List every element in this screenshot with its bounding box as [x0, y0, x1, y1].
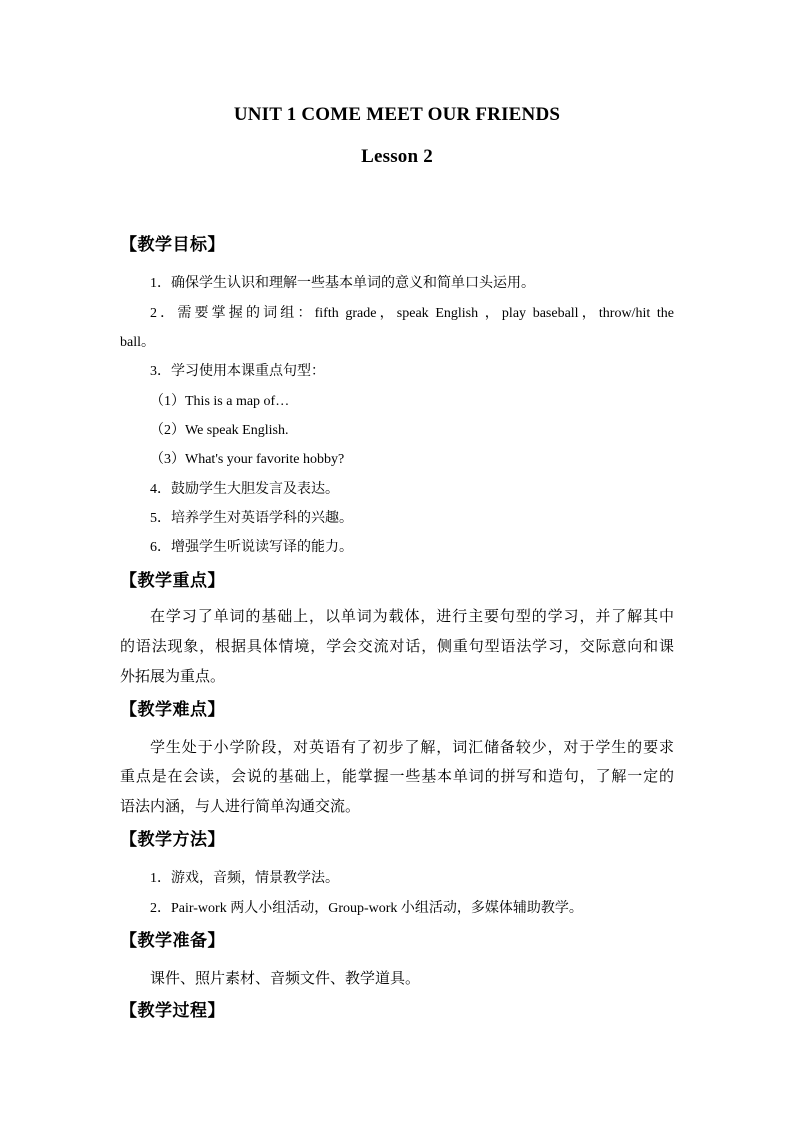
section-heading-preparation: 【教学准备】	[120, 931, 225, 950]
section-heading-difficulties: 【教学难点】	[120, 700, 225, 719]
difficulties-line-2: 重点是在会读，会说的基础上，能掌握一些基本单词的拼写和造句，了解一定的	[120, 769, 674, 785]
lesson-subtitle: Lesson 2	[361, 146, 433, 167]
goal-item-3: 3．学习使用本课重点句型：	[150, 364, 325, 379]
goal-item-4: 4．鼓励学生大胆发言及表达。	[150, 482, 339, 497]
methods-item-2: 2．Pair-work 两人小组活动，Group-work 小组活动，多媒体辅助教学。	[150, 901, 583, 916]
section-heading-key-points: 【教学重点】	[120, 571, 225, 590]
goal-item-5: 5．培养学生对英语学科的兴趣。	[150, 511, 353, 526]
key-points-line-1: 在学习了单词的基础上，以单词为载体，进行主要句型的学习，并了解其中	[150, 609, 674, 625]
goal-item-3-sub-3: （3）What's your favorite hobby?	[150, 452, 345, 467]
section-heading-process: 【教学过程】	[120, 1001, 225, 1020]
section-heading-goals: 【教学目标】	[120, 235, 225, 254]
goal-item-3-sub-2: （2）We speak English.	[150, 423, 289, 438]
methods-item-1: 1．游戏，音频，情景教学法。	[150, 871, 339, 886]
section-heading-methods: 【教学方法】	[120, 830, 225, 849]
goal-item-6: 6．增强学生听说读写译的能力。	[150, 540, 353, 555]
goal-item-1: 1．确保学生认识和理解一些基本单词的意义和简单口头运用。	[150, 276, 535, 291]
key-points-line-2: 的语法现象，根据具体情境，学会交流对话，侧重句型语法学习，交际意向和课	[120, 639, 674, 655]
difficulties-line-3: 语法内涵，与人进行简单沟通交流。	[120, 799, 361, 815]
difficulties-line-1: 学生处于小学阶段，对英语有了初步了解，词汇储备较少，对于学生的要求	[150, 740, 674, 756]
preparation-text: 课件、照片素材、音频文件、教学道具。	[150, 971, 421, 987]
document-title: UNIT 1 COME MEET OUR FRIENDS	[233, 104, 561, 125]
key-points-line-3: 外拓展为重点。	[120, 669, 226, 685]
goal-item-3-sub-1: （1）This is a map of…	[150, 394, 290, 409]
goal-item-2-line-2: ball。	[120, 335, 155, 350]
goal-item-2-line-1: 2．需要掌握的词组：fifth grade，speak English ，play baseball，throw/hit the	[150, 306, 674, 321]
